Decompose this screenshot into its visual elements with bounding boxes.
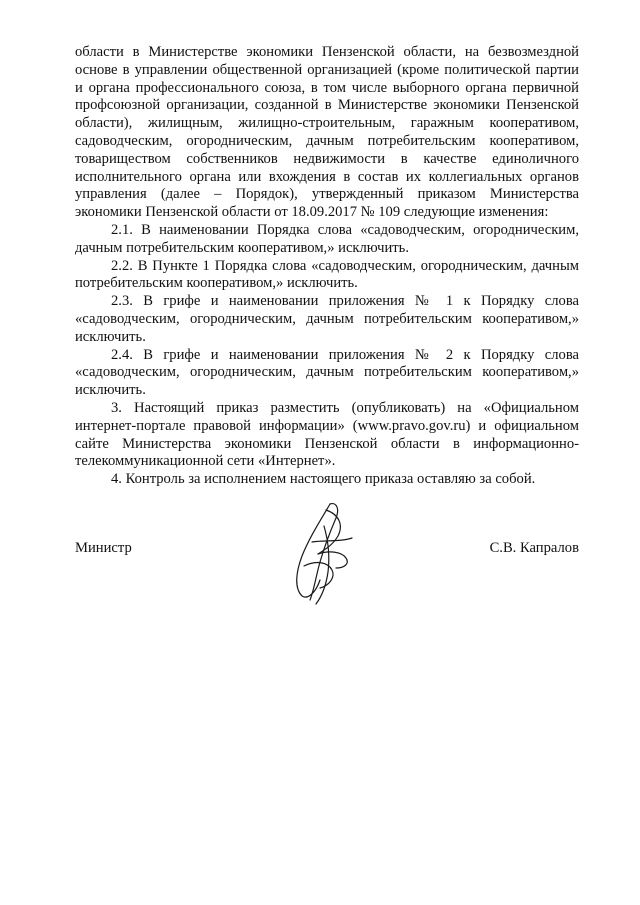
- signatory-name: С.В. Капралов: [489, 540, 579, 556]
- paragraph-intro-continuation: области в Министерстве экономики Пензенской области, на безвозмездной основе в управлении общественной организацией (кроме политической партии и органа профессионального союза, в том числе выборного органа первичной профсоюзной организации, созданной в Министерстве экономики Пензенской области), жилищным, жилищно-строительным, гаражным кооперативом, садоводческим, огородническим, дачным потребительским кооперативом, товариществом собственников недвижимости в качестве единоличного исполнительного органа или вхождения в состав их коллегиальных органов управления (далее – Порядок), утвержденный приказом Министерства экономики Пензенской области от 18.09.2017 № 109 следующие изменения:: [75, 44, 579, 221]
- signatory-position: Министр: [75, 540, 132, 556]
- paragraph-2-3: 2.3. В грифе и наименовании приложения № 1 к Порядку слова «садоводческим, огородническим, дачным потребительским кооперативом,» исключить.: [75, 293, 579, 345]
- paragraph-2-2: 2.2. В Пункте 1 Порядка слова «садоводческим, огородническим, дачным потребительским кооперативом,» исключить.: [75, 257, 579, 292]
- signature-stroke: [318, 510, 340, 554]
- paragraph-4: 4. Контроль за исполнением настоящего приказа оставляю за собой.: [111, 471, 536, 488]
- signature-stroke: [312, 538, 352, 542]
- paragraph-2-1: 2.1. В наименовании Порядка слова «садоводческим, огородническим, дачным потребительским кооперативом,» исключить.: [75, 221, 579, 256]
- document-body: [75, 44, 579, 489]
- signature-block: [75, 496, 579, 616]
- paragraph-3: 3. Настоящий приказ разместить (опубликовать) на «Официальном интернет-портале правовой информации» (www.pravo.gov.ru) и официальном сайте Министерства экономики Пензенской области в информационно-телекоммуникационной сети «Интернет».: [75, 399, 579, 470]
- signature-stroke: [297, 504, 330, 597]
- handwritten-signature: [280, 496, 370, 608]
- paragraph-2-4: 2.4. В грифе и наименовании приложения № 2 к Порядку слова «садоводческим, огородническим, дачным потребительским кооперативом,» исключить.: [75, 346, 579, 399]
